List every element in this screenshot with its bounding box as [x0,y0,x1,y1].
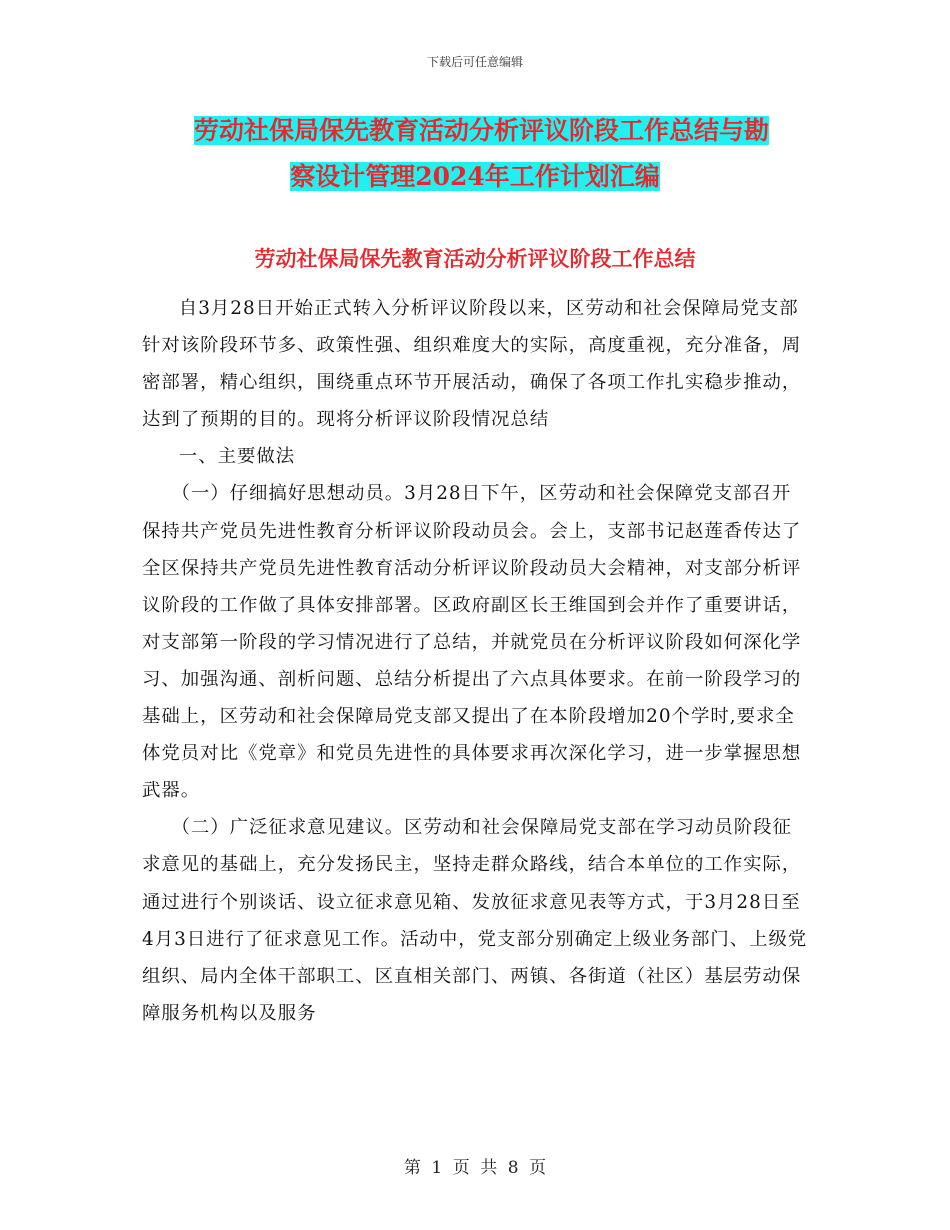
paragraph-intro: 自3月28日开始正式转入分析评议阶段以来，区劳动和社会保障局党支部针对该阶段环节多、政策性强、组织难度大的实际，高度重视，充分准备，周密部署，精心组织，围绕重点环节开展活动，确保了各项工作扎实稳步推动，达到了预期的目的。现将分析评议阶段情况总结 [142,298,802,431]
document-title-line-1 [140,108,810,154]
document-title-line-2 [140,154,810,200]
paragraph-thought-mobilization: （一）仔细搞好思想动员。3月28日下午，区劳动和社会保障党支部召开保持共产党员先进性教育分析评议阶段动员会。会上，支部书记赵莲香传达了全区保持共产党员先进性教育活动分析评议阶段动员大会精神，对支部分析评议阶段的工作做了具体安排部署。区政府副区长王维国到会并作了重要讲话，对支部第一阶段的学习情况进行了总结，并就党员在分析评议阶段如何深化学习、加强沟通、剖析问题、总结分析提出了六点具体要求。在前一阶段学习的基础上，区劳动和社会保障局党支部又提出了在本阶段增加20个学时,要求全体党员对比《党章》和党员先进性的具体要求再次深化学习，进一步掌握思想武器。 [142,483,802,802]
document-title [140,108,810,200]
title-highlight-2: 察设计管理2024年工作计划汇编 [290,162,660,191]
heading-main-practices: 一、主要做法 [178,446,296,468]
title-highlight-1: 劳动社保局保先教育活动分析评议阶段工作总结与勘 [194,116,770,145]
paragraph-solicit-opinions: （二）广泛征求意见建议。区劳动和社会保障局党支部在学习动员阶段征求意见的基础上，充分发扬民主，坚持走群众路线，结合本单位的工作实际，通过进行个别谈话、设立征求意见箱、发放征求意见表等方式，于3月28日至4月3日进行了征求意见工作。活动中，党支部分别确定上级业务部门、上级党组织、局内全体干部职工、区直相关部门、两镇、各街道（社区）基层劳动保障服务机构以及服务 [142,817,808,1024]
page-number-footer: 第 1 页 共 8 页 [403,1158,547,1178]
section-title: 劳动社保局保先教育活动分析评议阶段工作总结 [254,246,696,271]
page-header-note: 下载后可任意编辑 [426,55,523,69]
document-body [142,290,810,1032]
